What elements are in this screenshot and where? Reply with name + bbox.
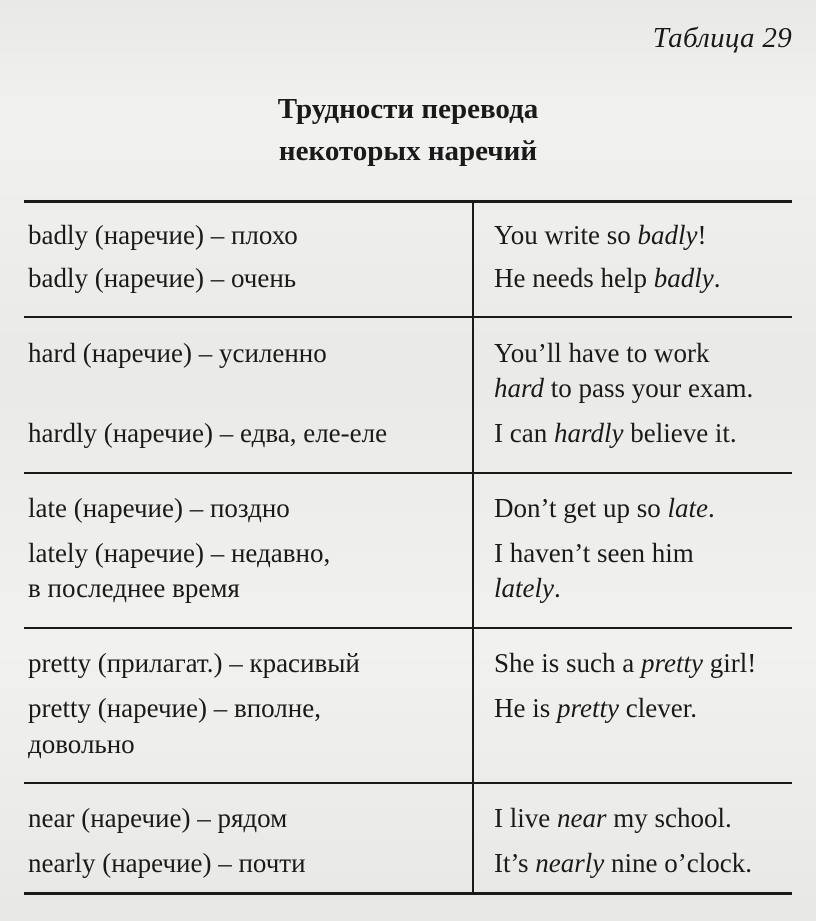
- example-cell: lately.: [494, 573, 561, 603]
- row-divider: [24, 472, 792, 474]
- example-cell: It’s nearly nine o’clock.: [494, 848, 752, 878]
- example-cell: He needs help badly.: [494, 263, 721, 293]
- term-cell: badly (наречие) – очень: [28, 263, 297, 293]
- row-divider: [24, 627, 792, 629]
- example-cell: She is such a pretty girl!: [494, 648, 757, 678]
- example-cell: I live near my school.: [494, 803, 732, 833]
- example-cell: hard to pass your exam.: [494, 373, 754, 403]
- term-cell: pretty (наречие) – вполне,: [28, 693, 321, 723]
- row-divider: [24, 316, 792, 318]
- term-cell: в последнее время: [28, 573, 240, 603]
- example-cell: He is pretty clever.: [494, 693, 697, 723]
- term-cell: late (наречие) – поздно: [28, 493, 290, 523]
- term-cell: badly (наречие) – плохо: [28, 220, 298, 250]
- example-cell: Don’t get up so late.: [494, 493, 715, 523]
- table-number: Таблица 29: [652, 22, 792, 54]
- title-line-2: некоторых наречий: [278, 135, 538, 167]
- example-cell: I haven’t seen him: [494, 538, 694, 568]
- term-cell: hard (наречие) – усиленно: [28, 338, 327, 368]
- example-cell: I can hardly believe it.: [494, 418, 737, 448]
- example-cell: You write so badly!: [494, 220, 707, 250]
- term-cell: довольно: [28, 729, 135, 759]
- table-top-rule: [24, 200, 792, 203]
- title-line-1: Трудности перевода: [277, 93, 539, 125]
- term-cell: nearly (наречие) – почти: [28, 848, 306, 878]
- example-cell: You’ll have to work: [494, 338, 710, 368]
- row-divider: [24, 782, 792, 784]
- term-cell: near (наречие) – рядом: [28, 803, 288, 833]
- term-cell: hardly (наречие) – едва, еле-еле: [28, 418, 388, 448]
- term-cell: pretty (прилагат.) – красивый: [28, 648, 360, 678]
- table-title: [0, 88, 816, 172]
- table-bottom-rule: [24, 892, 792, 895]
- column-divider: [472, 202, 474, 894]
- term-cell: lately (наречие) – недавно,: [28, 538, 331, 568]
